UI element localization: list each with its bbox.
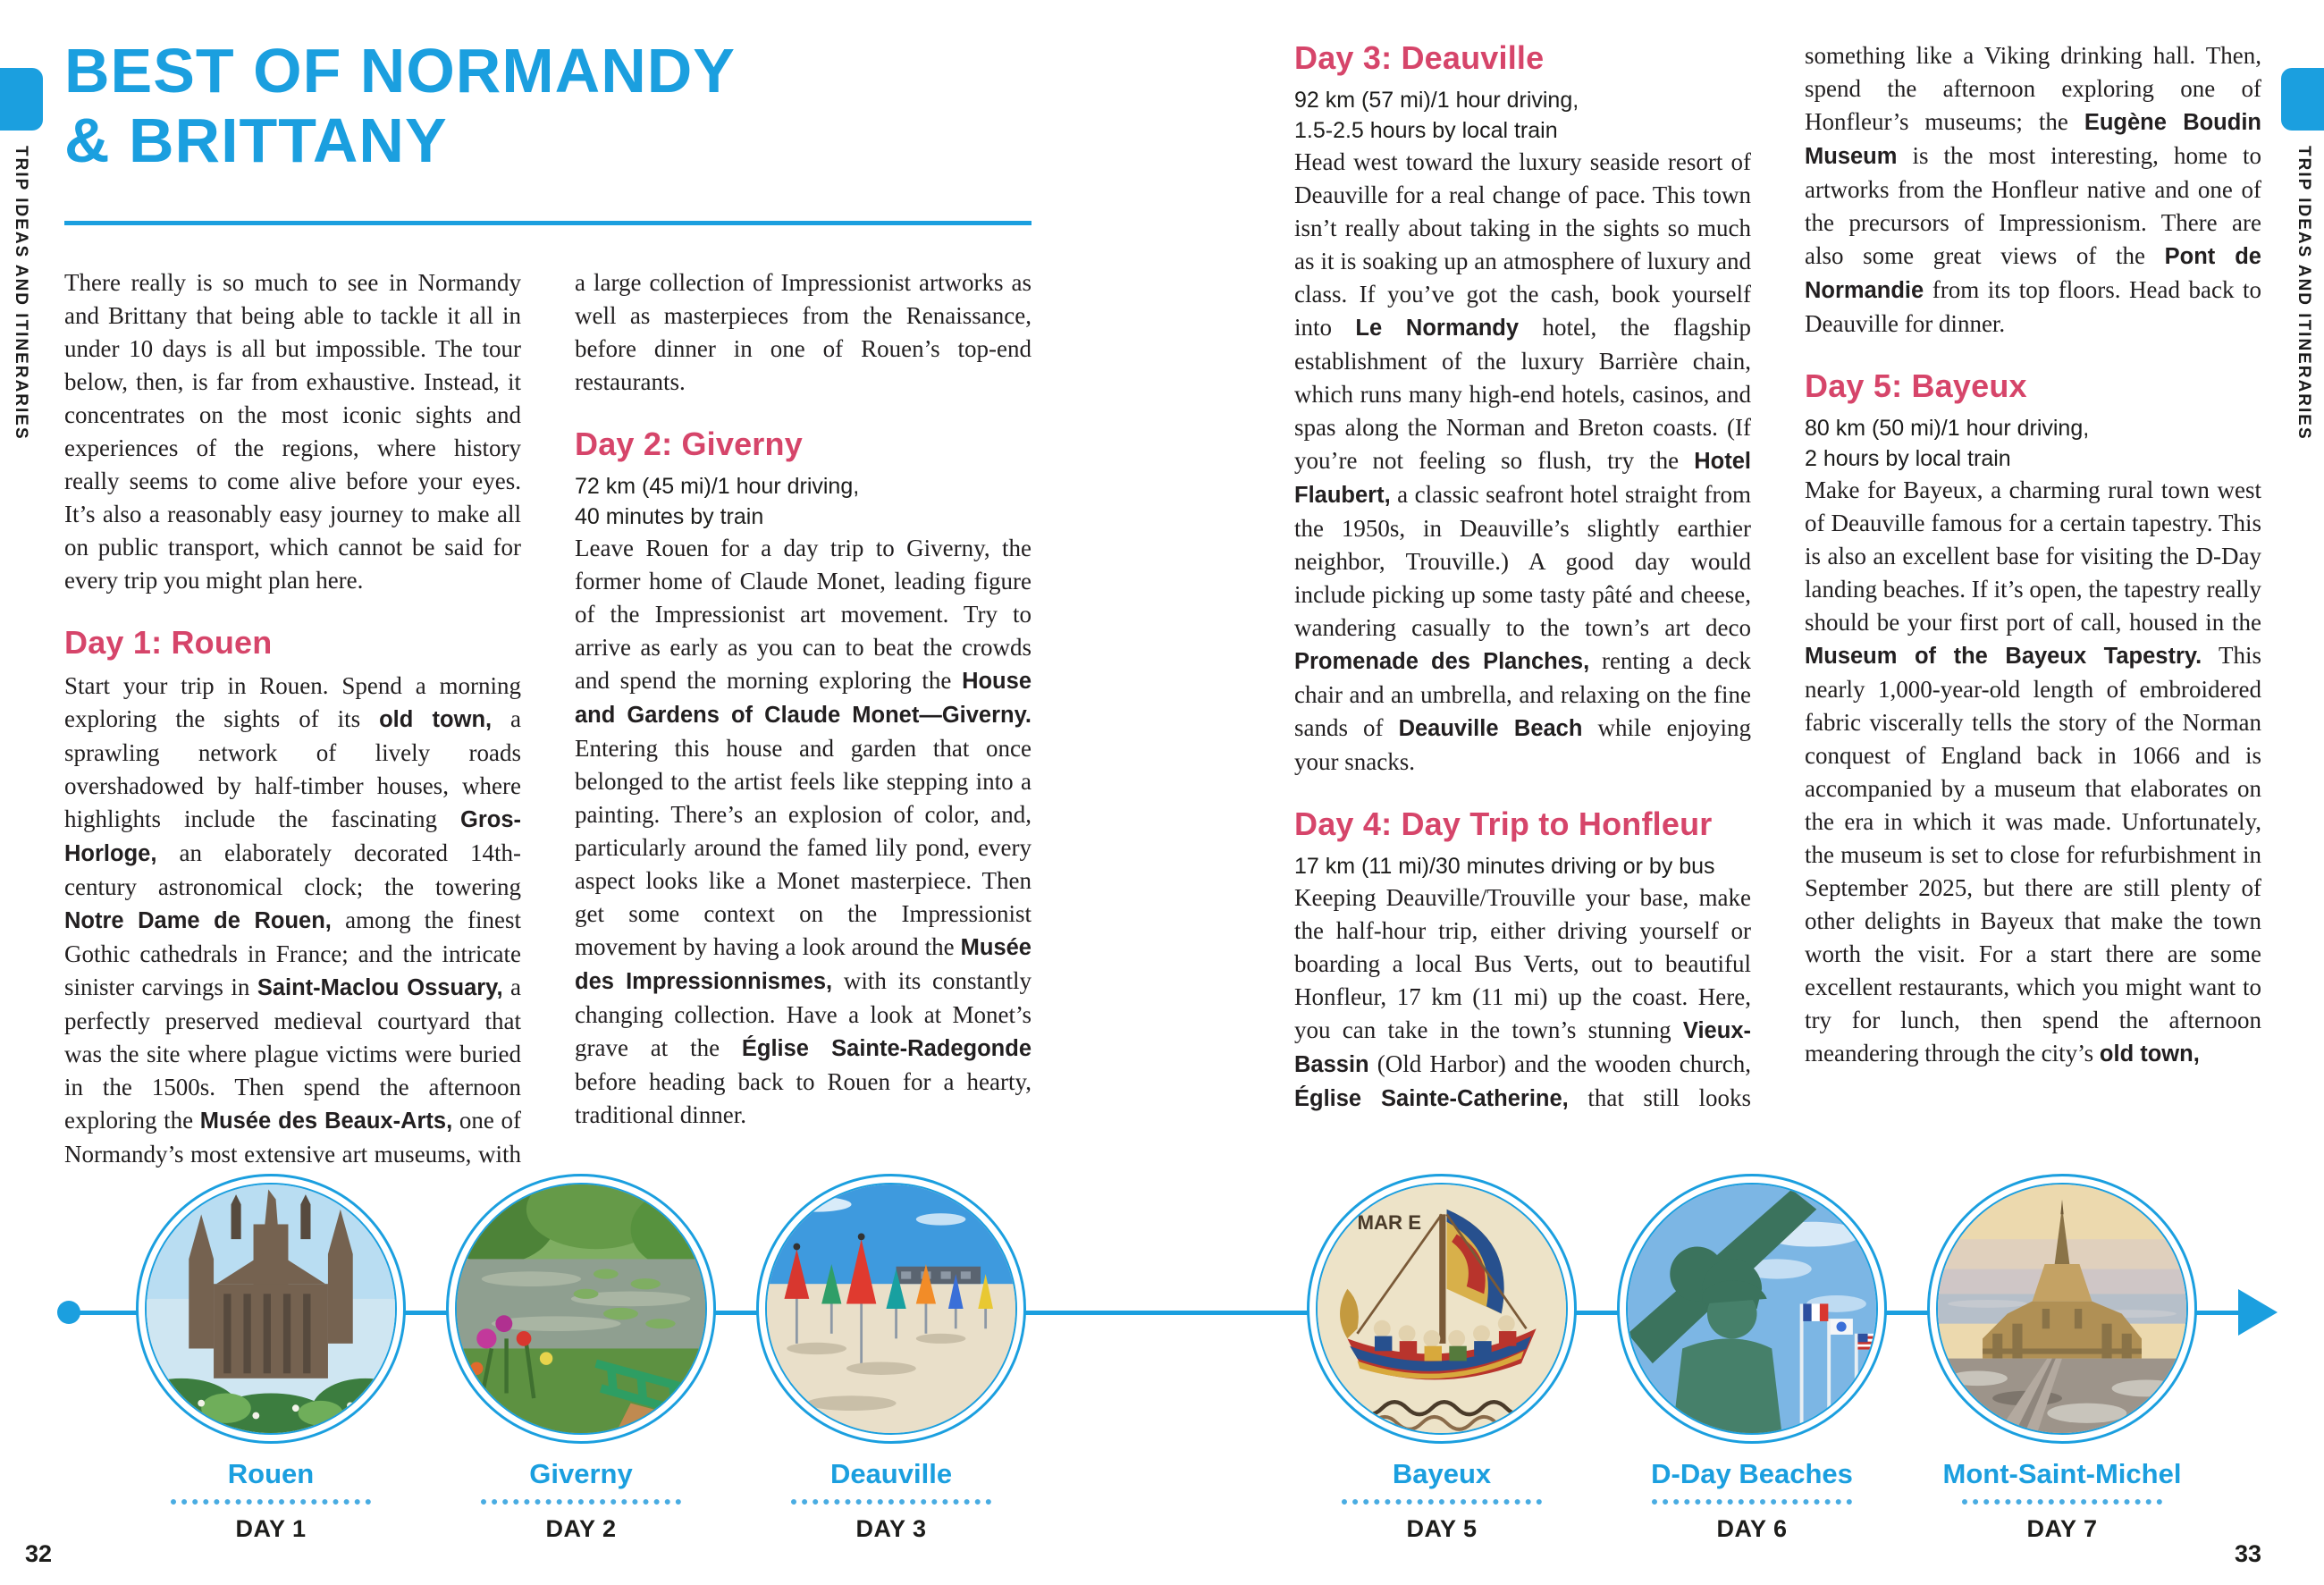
page-number-right: 33	[2235, 1540, 2262, 1567]
day-1-heading: Day 1: Rouen	[64, 624, 273, 661]
dotted-separator	[791, 1499, 991, 1505]
timeline-stop-bayeux	[1281, 1174, 1603, 1543]
timeline-stop-rouen	[110, 1174, 432, 1543]
day-3-train-time: 1.5-2.5 hours by local train	[1294, 118, 1558, 143]
dotted-separator	[1652, 1499, 1852, 1505]
stop-label-mont-saint-michel: Mont-Saint-Michel	[1942, 1458, 2182, 1489]
sidebar-label-right: TRIP IDEAS AND ITINERARIES	[2295, 146, 2313, 441]
page-title-line1: BEST OF NORMANDY	[64, 36, 736, 105]
day-2-train-time: 40 minutes by train	[575, 504, 764, 529]
dotted-separator	[1342, 1499, 1542, 1505]
sidebar-tab-left	[0, 68, 43, 131]
tapestry-lettering: MAR E	[1357, 1211, 1422, 1235]
mont-saint-michel-photo	[1927, 1174, 2197, 1444]
timeline-start-dot	[57, 1301, 80, 1324]
d-day-statue-photo-illustration	[1628, 1185, 1876, 1433]
day-5-section	[1805, 367, 2261, 1071]
day-5-heading: Day 5: Bayeux	[1805, 367, 2027, 404]
page-title-line2: & BRITTANY	[64, 105, 448, 175]
day-3-distance: 92 km (57 mi)/1 hour driving,	[1294, 88, 1579, 113]
stop-label-deauville: Deauville	[829, 1458, 953, 1489]
bayeux-tapestry-photo-illustration	[1318, 1185, 1566, 1433]
giverny-photo	[446, 1174, 716, 1444]
stop-day-bayeux: DAY 5	[1406, 1515, 1478, 1542]
mont-saint-michel-photo-illustration	[1938, 1185, 2186, 1433]
page-number-left: 32	[25, 1540, 53, 1567]
day-3-section	[1294, 39, 1751, 779]
title-rule	[64, 221, 1031, 225]
day-5-train-time: 2 hours by local train	[1805, 446, 2011, 471]
d-day-beaches-photo	[1617, 1174, 1887, 1444]
day-3-body: Head west toward the luxury seaside resort of Deauville for a real change of pace. This town isn’t really about taking in the sights so much as it is soaking up an atmosphere of luxury and class. If you’ve got the cash, book yourself into Le Normandy hotel, the flagship establishment of the luxury Barrière chain, which runs many high-end hotels, casinos, and spas along the Norman and Breton coasts. (If you’re not feeling so flush, try the Hotel Flaubert, a classic seafront hotel straight from the 1950s, in Deauville’s slightly earthier neighbor, Trouville.) A good day would include picking up some tasty pâté and cheese, wandering casually to the town’s art deco Promenade des Planches, renting a deck chair and an umbrella, and relaxing on the fine sands of Deauville Beach while enjoying your snacks.	[1294, 148, 1751, 775]
dotted-separator	[481, 1499, 681, 1505]
day-4-body: Keeping Deauville/Trouville your base, make the half-hour trip, either driving yourself or boarding a local Bus Verts, out to beautiful Honfleur, 17 km (11 mi) up the coast. Here, you can take in the town’s stunning Vieux-Bassin (Old Harbor) and the wooden church, Église Sainte-Catherine, that still looks something like a Viking drinking hall. Then, spend the afternoon exploring one of Honfleur’s museums; the Eugène Boudin Museum is the most interesting, home to artworks from the Honfleur native and one of the precursors of Impressionism. There are also some great views of the Pont de Normandie from its top floors. Head back to Deauville for dinner.	[1294, 42, 2261, 1111]
stop-label-bayeux: Bayeux	[1392, 1458, 1492, 1489]
stop-day-mont-saint-michel: DAY 7	[2026, 1515, 2098, 1542]
rouen-photo	[136, 1174, 406, 1444]
day-2-section	[575, 426, 1031, 1132]
stop-label-d-day-beaches: D-Day Beaches	[1651, 1458, 1853, 1489]
stop-day-d-day-beaches: DAY 6	[1716, 1515, 1788, 1542]
day-2-body: Leave Rouen for a day trip to Giverny, the former home of Claude Monet, leading figure of the Impressionist art movement. Try to arrive as early as you can to beat the crowds and spend the morning exploring the House and Gardens of Claude Monet—Giverny. Entering this house and garden that once belonged to the artist feels like stepping into a painting. There’s an explosion of color, and, particularly around the famed lily pond, every aspect looks like a Monet masterpiece. Then get some context on the Impressionist movement by having a look around the Musée des Impressionnismes, with its constantly changing collection. Have a look at Monet’s grave at the Église Sainte-Radegonde before heading back to Rouen for a hearty, traditional dinner.	[575, 535, 1031, 1128]
stop-label-giverny: Giverny	[529, 1458, 633, 1489]
timeline-stop-giverny	[420, 1174, 742, 1543]
day-1-body: Start your trip in Rouen. Spend a morning exploring the sights of its old town, a sprawling network of lively roads overshadowed by half-timber houses, where highlights include the fascinating Gros-Horloge, an elaborately decorated 14th-century astronomical clock; the towering Notre Dame de Rouen, among the finest Gothic cathedrals in France; and the intricate sinister carvings in Saint-Maclou Ossuary, a perfectly preserved medieval courtyard that was the site where plague victims were buried in the 1500s. Then spend the afternoon exploring the Musée des Beaux-Arts, one of Normandy’s most extensive art museums, with a large collection of Impressionist artworks as well as masterpieces from the Renaissance, before dinner in one of Rouen’s top-end restaurants.	[64, 269, 1031, 1168]
day-5-distance: 80 km (50 mi)/1 hour driving,	[1805, 416, 2090, 441]
day-4-heading: Day 4: Day Trip to Honfleur	[1294, 805, 1713, 842]
dotted-separator	[1962, 1499, 2162, 1505]
right-page-text	[1294, 39, 2261, 1139]
stop-label-rouen: Rouen	[227, 1458, 315, 1489]
sidebar-tab-right	[2281, 68, 2324, 131]
sidebar-label-left: TRIP IDEAS AND ITINERARIES	[12, 146, 30, 441]
stop-day-rouen: DAY 1	[235, 1515, 307, 1542]
left-page-text	[64, 266, 1031, 1201]
timeline-stop-deauville	[730, 1174, 1052, 1543]
stop-day-deauville: DAY 3	[855, 1515, 927, 1542]
day-2-distance: 72 km (45 mi)/1 hour driving,	[575, 474, 860, 499]
timeline-arrow-icon	[2238, 1289, 2278, 1336]
bayeux-photo	[1307, 1174, 1577, 1444]
day-2-heading: Day 2: Giverny	[575, 426, 803, 462]
intro-paragraph: There really is so much to see in Normandy and Brittany that being able to tackle it all in under 10 days is all but impossible. The tour below, then, is far from exhaustive. Instead, it concentrates on the most iconic sights and experiences of the regions, where history really seems to come alive before your eyes. It’s also a reasonably easy journey to make all on public transport, which cannot be said for every trip you might plan here.	[64, 269, 521, 594]
timeline-stop-d-day-beaches	[1591, 1174, 1913, 1543]
giverny-garden-photo-illustration	[457, 1185, 705, 1433]
dotted-separator	[171, 1499, 371, 1505]
day-5-body: Make for Bayeux, a charming rural town west of Deauville famous for a certain tapestry. This is also an excellent base for visiting the D-Day landing beaches. If it’s open, the tapestry really should be your first port of call, housed in the Museum of the Bayeux Tapestry. This nearly 1,000-year-old length of embroidered fabric viscerally tells the story of the Norman conquest of England back in 1066 and is accompanied by a museum that elaborates on the era in which it was made. Unfortunately, the museum is set to close for refurbishment in September 2025, but there are still plenty of other delights in Bayeux that make the town worth the visit. For a start there are some excellent restaurants, which you might want to try for lunch, then spend the afternoon meandering through the city’s old town,	[1805, 476, 2262, 1067]
stop-day-giverny: DAY 2	[545, 1515, 617, 1542]
page-title	[64, 36, 736, 175]
rouen-cathedral-photo-illustration	[147, 1185, 395, 1433]
day-3-heading: Day 3: Deauville	[1294, 39, 1545, 76]
timeline-stop-mont-saint-michel	[1901, 1174, 2223, 1543]
deauville-beach-photo-illustration	[767, 1185, 1015, 1433]
day-4-distance: 17 km (11 mi)/30 minutes driving or by bus	[1294, 854, 1715, 879]
deauville-photo	[756, 1174, 1026, 1444]
